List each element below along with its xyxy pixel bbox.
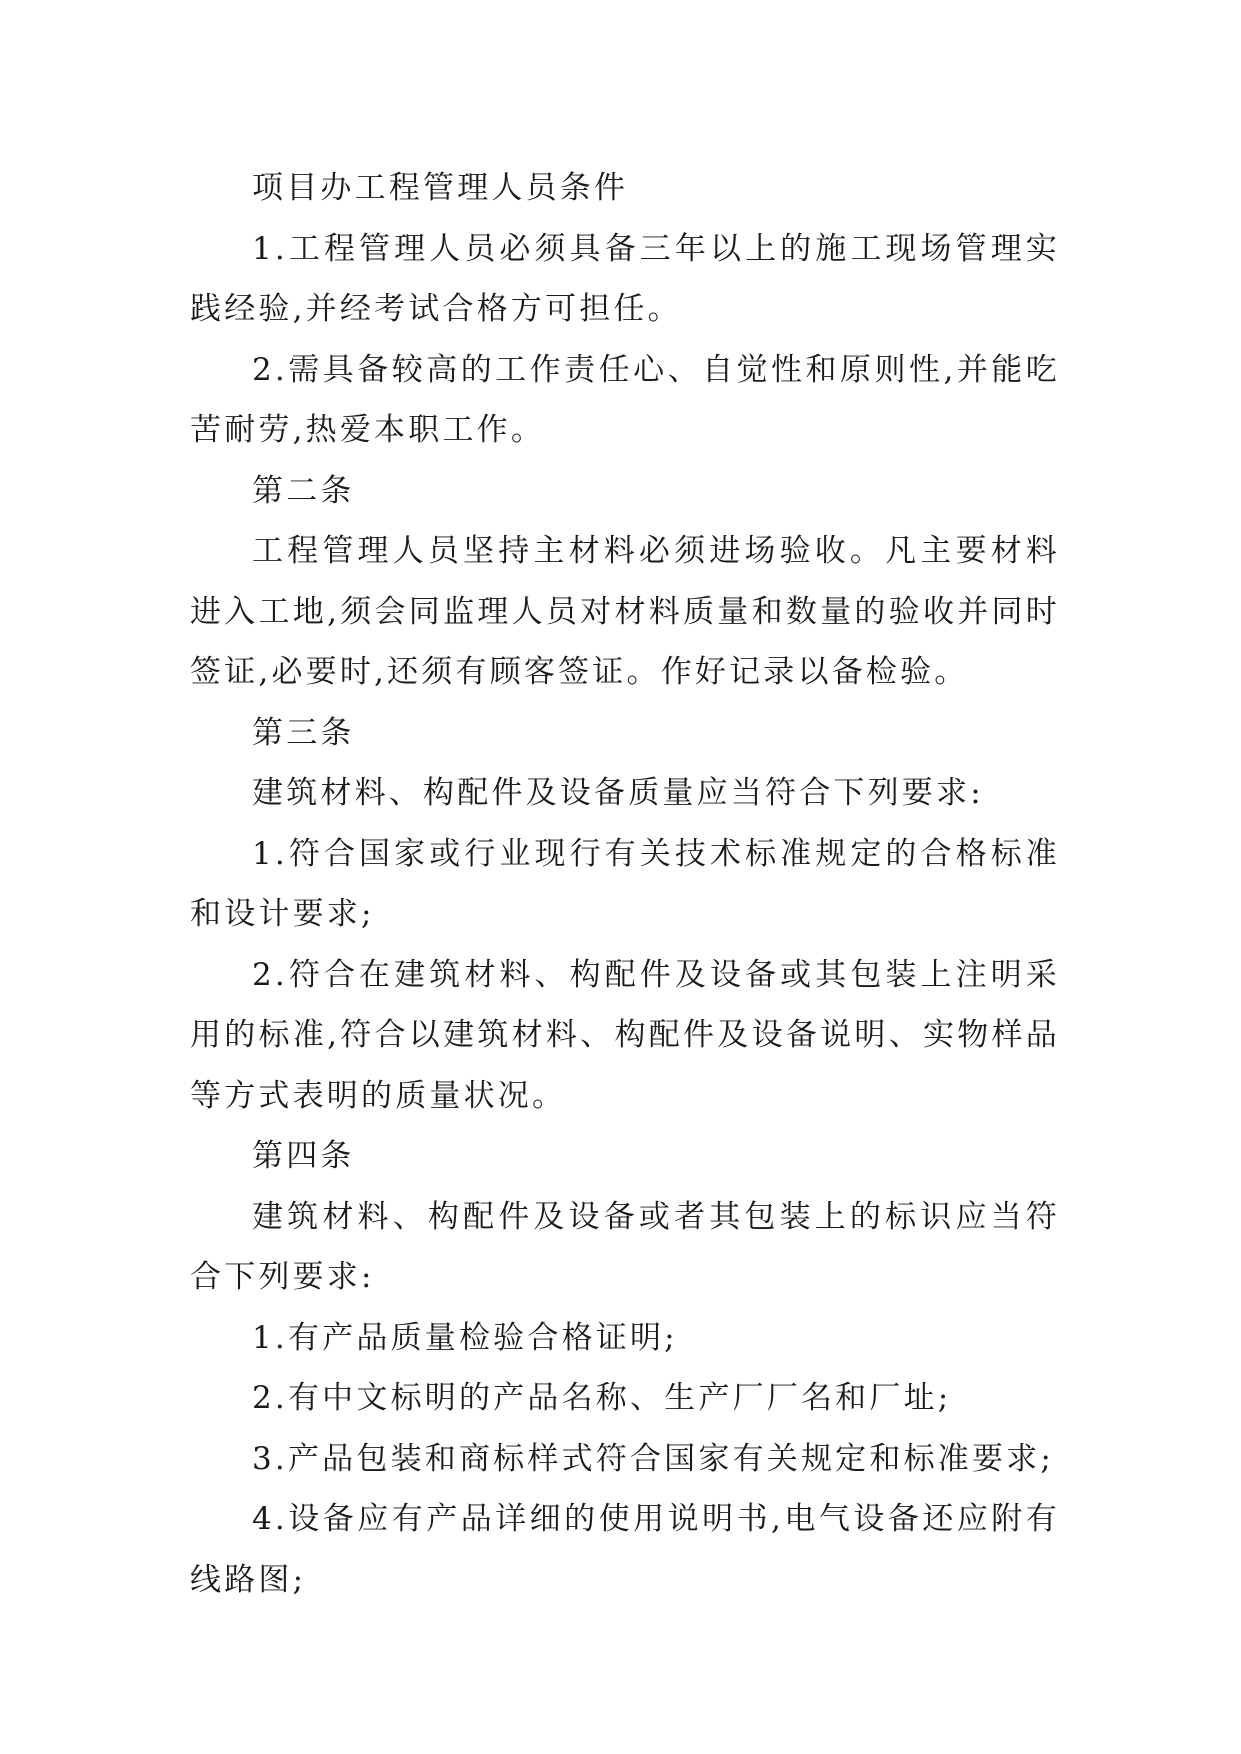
- paragraph-item: 4.设备应有产品详细的使用说明书,电气设备还应附有线路图;: [190, 1501, 1060, 1598]
- article-heading-4: 第四条: [252, 1138, 355, 1174]
- article-heading-3: 第三条: [252, 714, 355, 751]
- paragraph-body: 建筑材料、构配件及设备或者其包装上的标识应当符合下列要求:: [190, 1198, 1060, 1295]
- article-heading-2: 第二条: [252, 472, 355, 509]
- paragraph-item: 1.有产品质量检验合格证明;: [252, 1319, 678, 1356]
- paragraph-item: 2.符合在建筑材料、构配件及设备或其包装上注明采用的标准,符合以建筑材料、构配件及设备说明、实物样品等方式表明的质量状况。: [190, 956, 1060, 1114]
- paragraph-body: 建筑材料、构配件及设备质量应当符合下列要求:: [252, 775, 984, 811]
- paragraph-item: 1.工程管理人员必须具备三年以上的施工现场管理实践经验,并经考试合格方可担任。: [190, 230, 1060, 327]
- paragraph-item: 2.有中文标明的产品名称、生产厂厂名和厂址;: [252, 1380, 952, 1416]
- document-body: [190, 158, 1060, 1610]
- paragraph-body: 工程管理人员坚持主材料必须进场验收。凡主要材料进入工地,须会同监理人员对材料质量和数量的验收并同时签证,必要时,还须有顾客签证。作好记录以备检验。: [190, 533, 1060, 690]
- paragraph-item: 3.产品包装和商标样式符合国家有关规定和标准要求;: [252, 1440, 1055, 1477]
- paragraph-item: 2.需具备较高的工作责任心、自觉性和原则性,并能吃苦耐劳,热爱本职工作。: [190, 351, 1060, 448]
- paragraph-heading-conditions: 项目办工程管理人员条件: [252, 170, 629, 206]
- paragraph-item: 1.符合国家或行业现行有关技术标准规定的合格标准和设计要求;: [190, 835, 1060, 932]
